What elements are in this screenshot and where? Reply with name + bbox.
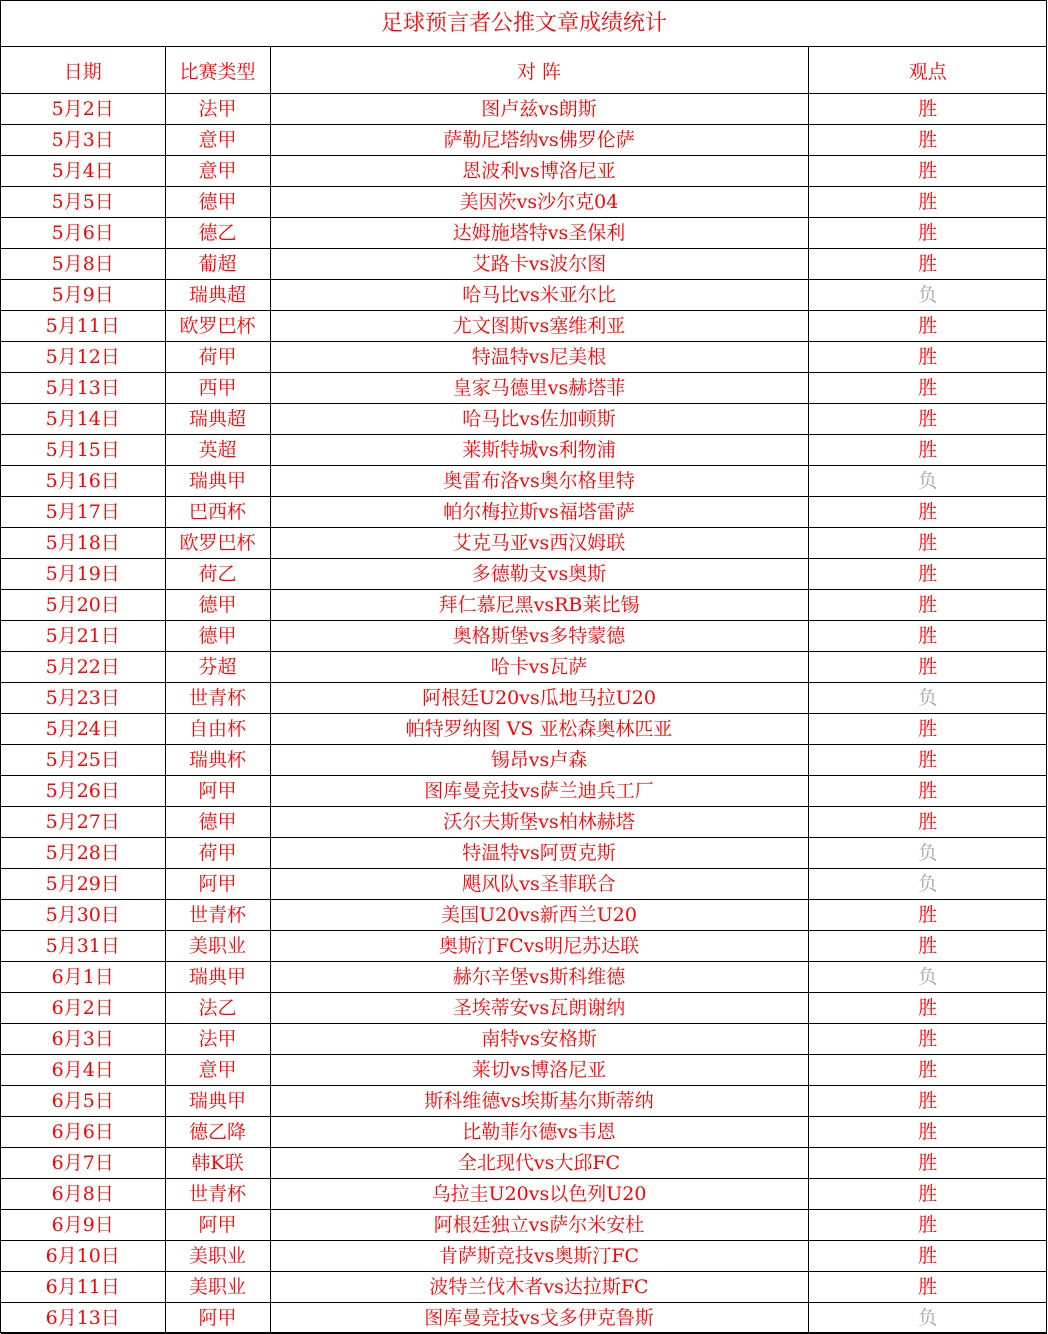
date-cell: 5月4日 <box>1 156 165 187</box>
table-row <box>1 404 1047 435</box>
result-cell: 胜 <box>808 714 1047 745</box>
date-cell: 5月18日 <box>1 528 165 559</box>
type-cell: 欧罗巴杯 <box>165 311 270 342</box>
date-cell: 6月9日 <box>1 1210 165 1241</box>
table-row <box>1 869 1047 900</box>
table-row <box>1 1086 1047 1117</box>
date-cell: 5月24日 <box>1 714 165 745</box>
match-cell: 图卢兹vs朗斯 <box>270 94 808 125</box>
type-cell: 英超 <box>165 435 270 466</box>
match-cell: 达姆施塔特vs圣保利 <box>270 218 808 249</box>
match-cell: 阿根廷独立vs萨尔米安杜 <box>270 1210 808 1241</box>
table-row <box>1 1148 1047 1179</box>
type-cell: 意甲 <box>165 156 270 187</box>
result-cell: 胜 <box>808 559 1047 590</box>
match-cell: 哈马比vs米亚尔比 <box>270 280 808 311</box>
result-cell: 胜 <box>808 745 1047 776</box>
header-date: 日期 <box>1 47 165 94</box>
type-cell: 瑞典甲 <box>165 466 270 497</box>
match-cell: 皇家马德里vs赫塔菲 <box>270 373 808 404</box>
result-cell: 胜 <box>808 590 1047 621</box>
result-cell: 胜 <box>808 1241 1047 1272</box>
match-cell: 圣埃蒂安vs瓦朗谢纳 <box>270 993 808 1024</box>
match-cell: 特温特vs尼美根 <box>270 342 808 373</box>
date-cell: 5月5日 <box>1 187 165 218</box>
result-cell: 胜 <box>808 435 1047 466</box>
date-cell: 5月14日 <box>1 404 165 435</box>
table-row <box>1 1272 1047 1303</box>
result-cell: 负 <box>808 838 1047 869</box>
result-cell: 胜 <box>808 342 1047 373</box>
table-row <box>1 373 1047 404</box>
date-cell: 5月6日 <box>1 218 165 249</box>
match-cell: 萨勒尼塔纳vs佛罗伦萨 <box>270 125 808 156</box>
result-cell: 胜 <box>808 373 1047 404</box>
type-cell: 美职业 <box>165 1272 270 1303</box>
table-row <box>1 962 1047 993</box>
type-cell: 瑞典超 <box>165 280 270 311</box>
type-cell: 瑞典甲 <box>165 1086 270 1117</box>
type-cell: 瑞典杯 <box>165 745 270 776</box>
date-cell: 6月3日 <box>1 1024 165 1055</box>
result-cell: 胜 <box>808 218 1047 249</box>
results-table <box>1 47 1047 1334</box>
date-cell: 6月6日 <box>1 1117 165 1148</box>
table-row <box>1 776 1047 807</box>
result-cell: 胜 <box>808 249 1047 280</box>
match-cell: 美国U20vs新西兰U20 <box>270 900 808 931</box>
match-cell: 锡昂vs卢森 <box>270 745 808 776</box>
table-row <box>1 156 1047 187</box>
result-cell: 胜 <box>808 311 1047 342</box>
match-cell: 乌拉圭U20vs以色列U20 <box>270 1179 808 1210</box>
result-cell: 负 <box>808 869 1047 900</box>
table-row <box>1 1117 1047 1148</box>
match-cell: 图库曼竞技vs戈多伊克鲁斯 <box>270 1303 808 1334</box>
type-cell: 阿甲 <box>165 869 270 900</box>
match-cell: 尤文图斯vs塞维利亚 <box>270 311 808 342</box>
table-row <box>1 714 1047 745</box>
table-row <box>1 1303 1047 1334</box>
date-cell: 5月25日 <box>1 745 165 776</box>
result-cell: 负 <box>808 1303 1047 1334</box>
type-cell: 美职业 <box>165 1241 270 1272</box>
result-cell: 胜 <box>808 993 1047 1024</box>
date-cell: 5月11日 <box>1 311 165 342</box>
table-row <box>1 311 1047 342</box>
result-cell: 胜 <box>808 1272 1047 1303</box>
date-cell: 5月20日 <box>1 590 165 621</box>
date-cell: 5月15日 <box>1 435 165 466</box>
table-row <box>1 1241 1047 1272</box>
date-cell: 5月13日 <box>1 373 165 404</box>
table-row <box>1 993 1047 1024</box>
result-cell: 胜 <box>808 1148 1047 1179</box>
match-cell: 哈马比vs佐加顿斯 <box>270 404 808 435</box>
page-title: 足球预言者公推文章成绩统计 <box>1 1 1047 47</box>
result-cell: 胜 <box>808 1210 1047 1241</box>
result-cell: 胜 <box>808 528 1047 559</box>
date-cell: 5月9日 <box>1 280 165 311</box>
match-cell: 哈卡vs瓦萨 <box>270 652 808 683</box>
result-cell: 胜 <box>808 807 1047 838</box>
date-cell: 5月2日 <box>1 94 165 125</box>
type-cell: 德甲 <box>165 807 270 838</box>
result-cell: 胜 <box>808 94 1047 125</box>
date-cell: 6月11日 <box>1 1272 165 1303</box>
header-view: 观点 <box>808 47 1047 94</box>
result-cell: 胜 <box>808 621 1047 652</box>
date-cell: 5月16日 <box>1 466 165 497</box>
result-cell: 胜 <box>808 900 1047 931</box>
table-row <box>1 621 1047 652</box>
result-cell: 胜 <box>808 931 1047 962</box>
type-cell: 欧罗巴杯 <box>165 528 270 559</box>
type-cell: 荷乙 <box>165 559 270 590</box>
type-cell: 韩K联 <box>165 1148 270 1179</box>
result-cell: 胜 <box>808 125 1047 156</box>
table-row <box>1 466 1047 497</box>
table-row <box>1 1210 1047 1241</box>
type-cell: 葡超 <box>165 249 270 280</box>
table-row <box>1 497 1047 528</box>
date-cell: 6月5日 <box>1 1086 165 1117</box>
type-cell: 法甲 <box>165 1024 270 1055</box>
date-cell: 5月27日 <box>1 807 165 838</box>
type-cell: 德乙 <box>165 218 270 249</box>
date-cell: 6月1日 <box>1 962 165 993</box>
match-cell: 美因茨vs沙尔克04 <box>270 187 808 218</box>
table-row <box>1 745 1047 776</box>
date-cell: 5月26日 <box>1 776 165 807</box>
match-cell: 艾克马亚vs西汉姆联 <box>270 528 808 559</box>
result-cell: 胜 <box>808 1024 1047 1055</box>
match-cell: 莱斯特城vs利物浦 <box>270 435 808 466</box>
type-cell: 法乙 <box>165 993 270 1024</box>
result-cell: 胜 <box>808 776 1047 807</box>
type-cell: 瑞典甲 <box>165 962 270 993</box>
match-cell: 艾路卡vs波尔图 <box>270 249 808 280</box>
type-cell: 阿甲 <box>165 776 270 807</box>
date-cell: 6月7日 <box>1 1148 165 1179</box>
type-cell: 意甲 <box>165 1055 270 1086</box>
date-cell: 5月22日 <box>1 652 165 683</box>
type-cell: 阿甲 <box>165 1303 270 1334</box>
table-row <box>1 683 1047 714</box>
header-type: 比赛类型 <box>165 47 270 94</box>
date-cell: 5月28日 <box>1 838 165 869</box>
result-cell: 负 <box>808 962 1047 993</box>
match-cell: 奥雷布洛vs奥尔格里特 <box>270 466 808 497</box>
type-cell: 德甲 <box>165 590 270 621</box>
match-cell: 拜仁慕尼黑vsRB莱比锡 <box>270 590 808 621</box>
match-cell: 肯萨斯竞技vs奥斯汀FC <box>270 1241 808 1272</box>
table-row <box>1 807 1047 838</box>
result-cell: 负 <box>808 466 1047 497</box>
type-cell: 自由杯 <box>165 714 270 745</box>
table-row <box>1 94 1047 125</box>
type-cell: 荷甲 <box>165 342 270 373</box>
result-cell: 胜 <box>808 1055 1047 1086</box>
type-cell: 世青杯 <box>165 1179 270 1210</box>
type-cell: 美职业 <box>165 931 270 962</box>
match-cell: 斯科维德vs埃斯基尔斯蒂纳 <box>270 1086 808 1117</box>
table-row <box>1 125 1047 156</box>
date-cell: 6月4日 <box>1 1055 165 1086</box>
match-cell: 比勒菲尔德vs韦恩 <box>270 1117 808 1148</box>
match-cell: 奥斯汀FCvs明尼苏达联 <box>270 931 808 962</box>
date-cell: 6月13日 <box>1 1303 165 1334</box>
date-cell: 5月19日 <box>1 559 165 590</box>
match-cell: 沃尔夫斯堡vs柏林赫塔 <box>270 807 808 838</box>
table-row <box>1 218 1047 249</box>
type-cell: 德甲 <box>165 621 270 652</box>
match-cell: 帕特罗纳图 VS 亚松森奥林匹亚 <box>270 714 808 745</box>
date-cell: 6月8日 <box>1 1179 165 1210</box>
result-cell: 胜 <box>808 1179 1047 1210</box>
type-cell: 荷甲 <box>165 838 270 869</box>
date-cell: 5月29日 <box>1 869 165 900</box>
match-cell: 奥格斯堡vs多特蒙德 <box>270 621 808 652</box>
match-cell: 全北现代vs大邱FC <box>270 1148 808 1179</box>
type-cell: 意甲 <box>165 125 270 156</box>
table-row <box>1 900 1047 931</box>
table-row <box>1 559 1047 590</box>
date-cell: 6月2日 <box>1 993 165 1024</box>
type-cell: 阿甲 <box>165 1210 270 1241</box>
table-row <box>1 1179 1047 1210</box>
date-cell: 5月8日 <box>1 249 165 280</box>
type-cell: 西甲 <box>165 373 270 404</box>
type-cell: 法甲 <box>165 94 270 125</box>
type-cell: 芬超 <box>165 652 270 683</box>
table-row <box>1 931 1047 962</box>
match-cell: 波特兰伐木者vs达拉斯FC <box>270 1272 808 1303</box>
match-cell: 飓风队vs圣菲联合 <box>270 869 808 900</box>
match-cell: 特温特vs阿贾克斯 <box>270 838 808 869</box>
table-row <box>1 249 1047 280</box>
result-cell: 负 <box>808 683 1047 714</box>
date-cell: 6月10日 <box>1 1241 165 1272</box>
match-cell: 帕尔梅拉斯vs福塔雷萨 <box>270 497 808 528</box>
match-cell: 阿根廷U20vs瓜地马拉U20 <box>270 683 808 714</box>
header-row <box>1 47 1047 94</box>
table-row <box>1 590 1047 621</box>
match-cell: 南特vs安格斯 <box>270 1024 808 1055</box>
date-cell: 5月31日 <box>1 931 165 962</box>
result-cell: 胜 <box>808 1117 1047 1148</box>
table-row <box>1 652 1047 683</box>
type-cell: 瑞典超 <box>165 404 270 435</box>
result-cell: 胜 <box>808 156 1047 187</box>
date-cell: 5月12日 <box>1 342 165 373</box>
date-cell: 5月21日 <box>1 621 165 652</box>
table-row <box>1 838 1047 869</box>
type-cell: 世青杯 <box>165 683 270 714</box>
result-cell: 胜 <box>808 497 1047 528</box>
table-row <box>1 280 1047 311</box>
type-cell: 世青杯 <box>165 900 270 931</box>
date-cell: 5月17日 <box>1 497 165 528</box>
table-row <box>1 1024 1047 1055</box>
table-row <box>1 528 1047 559</box>
type-cell: 巴西杯 <box>165 497 270 528</box>
date-cell: 5月30日 <box>1 900 165 931</box>
type-cell: 德乙降 <box>165 1117 270 1148</box>
result-cell: 胜 <box>808 1086 1047 1117</box>
result-cell: 胜 <box>808 652 1047 683</box>
table-body <box>1 94 1047 1334</box>
table-row <box>1 1055 1047 1086</box>
match-cell: 恩波利vs博洛尼亚 <box>270 156 808 187</box>
result-cell: 负 <box>808 280 1047 311</box>
result-cell: 胜 <box>808 404 1047 435</box>
table-row <box>1 342 1047 373</box>
match-cell: 莱切vs博洛尼亚 <box>270 1055 808 1086</box>
header-match: 对 阵 <box>270 47 808 94</box>
table-row <box>1 435 1047 466</box>
date-cell: 5月23日 <box>1 683 165 714</box>
match-cell: 赫尔辛堡vs斯科维德 <box>270 962 808 993</box>
date-cell: 5月3日 <box>1 125 165 156</box>
table-row <box>1 187 1047 218</box>
match-cell: 多德勒支vs奥斯 <box>270 559 808 590</box>
result-cell: 胜 <box>808 187 1047 218</box>
match-cell: 图库曼竞技vs萨兰迪兵工厂 <box>270 776 808 807</box>
type-cell: 德甲 <box>165 187 270 218</box>
